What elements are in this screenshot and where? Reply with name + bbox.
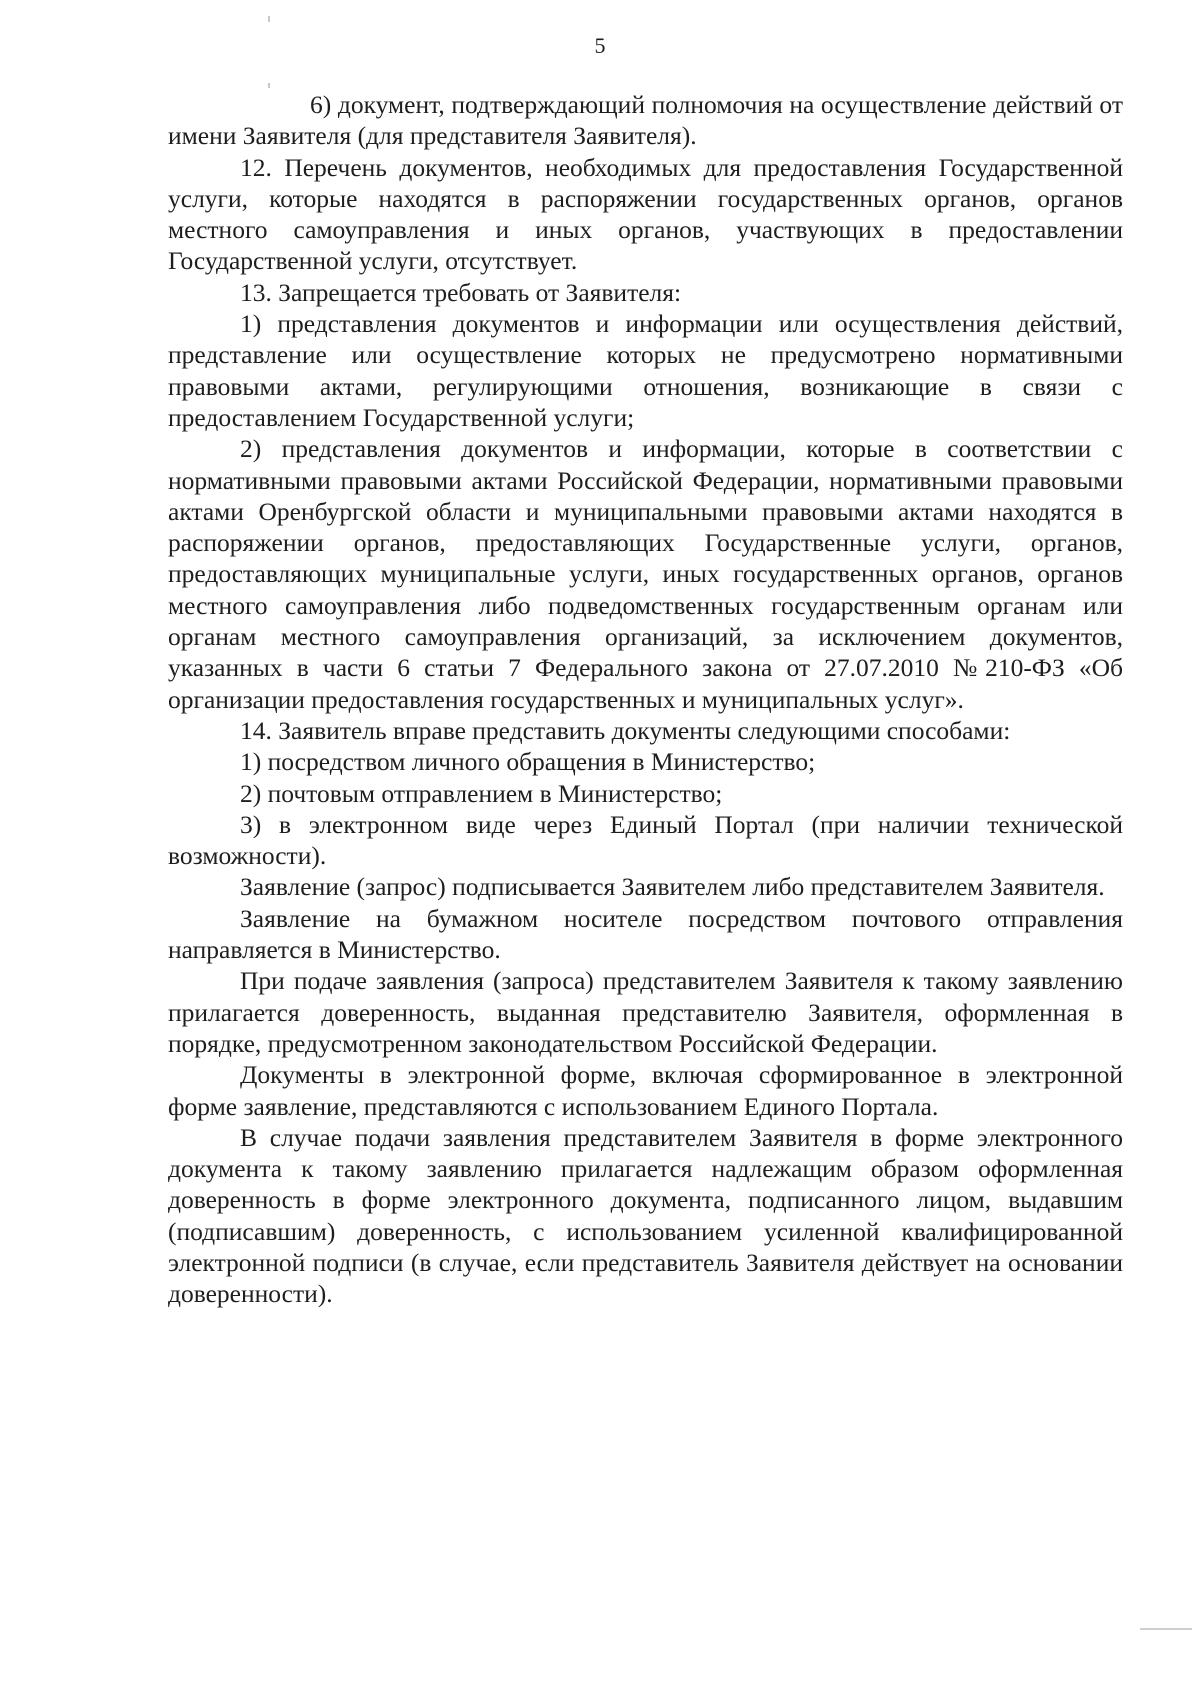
- page-number: 5: [594, 33, 606, 58]
- paragraph-item-6-authority-document: 6) документ, подтверждающий полномочия на осуществление действий от имени Заявителя (для представителя Заявителя).: [168, 90, 1123, 151]
- paragraph-representative-power-of-attorney: При подаче заявления (запроса) представителем Заявителя к такому заявлению прилагается доверенность, выданная представителю Заявителя, оформленная в порядке, предусмотренном законодательством Российской Федерации.: [168, 966, 1123, 1058]
- scan-speck: [268, 16, 270, 22]
- paragraph-signature-note: Заявление (запрос) подписывается Заявителем либо представителем Заявителя.: [240, 872, 1105, 902]
- scan-speck: [268, 83, 270, 88]
- paragraph-clause-14-item-3: 3) в электронном виде через Единый Портал (при наличии технической возможности).: [168, 809, 1123, 871]
- paragraph-clause-14-item-1: 1) посредством личного обращения в Министерство;: [240, 747, 816, 777]
- paragraph-clause-14: 14. Заявитель вправе представить документы следующими способами:: [240, 715, 1011, 745]
- paragraph-clause-14-item-2: 2) почтовым отправлением в Министерство;: [240, 778, 723, 808]
- paragraph-clause-13-item-2: 2) представления документов и информации, которые в соответствии с нормативными правовыми актами Российской Федерации, нормативными правовыми актами Оренбургской области и муниципальными правовыми актами находятся в распоряжении органов, предоставляющих Государственные услуги, органов, предоставляющих муниципальные услуги, иных государственных органов, органов местного самоуправления либо подведомственных государственным органам или органам местного самоуправления организаций, за исключением документов, указанных в части 6 статьи 7 Федерального закона от 27.07.2010 №210-ФЗ «Об организации предоставления государственных и муниципальных услуг».: [168, 434, 1123, 714]
- paragraph-paper-submission: Заявление на бумажном носителе посредством почтового отправления направляется в Министерство.: [168, 903, 1123, 965]
- paragraph-electronic-representative: В случае подачи заявления представителем Заявителя в форме электронного документа к такому заявлению прилагается надлежащим образом оформленная доверенность в форме электронного документа, подписанного лицом, выдавшим (подписавшим) доверенность, с использованием усиленной квалифицированной электронной подписи (в случае, если представитель Заявителя действует на основании доверенности).: [168, 1122, 1123, 1309]
- paragraph-clause-12: 12. Перечень документов, необходимых для предоставления Государственной услуги, которые находятся в распоряжении государственных органов, органов местного самоуправления и иных органов, участвующих в предоставлении Государственной услуги, отсутствует.: [168, 152, 1123, 276]
- paragraph-clause-13: 13. Запрещается требовать от Заявителя:: [240, 277, 682, 307]
- scan-edge-mark: [1140, 1628, 1192, 1630]
- document-body: [168, 89, 1123, 1310]
- paragraph-clause-13-item-1: 1) представления документов и информации или осуществления действий, представление или осуществление которых не предусмотрено нормативными правовыми актами, регулирующими отношения, возникающие в связи с предоставлением Государственной услуги;: [168, 309, 1123, 432]
- paragraph-electronic-documents: Документы в электронной форме, включая сформированное в электронной форме заявление, представляются с использованием Единого Портала.: [168, 1060, 1123, 1121]
